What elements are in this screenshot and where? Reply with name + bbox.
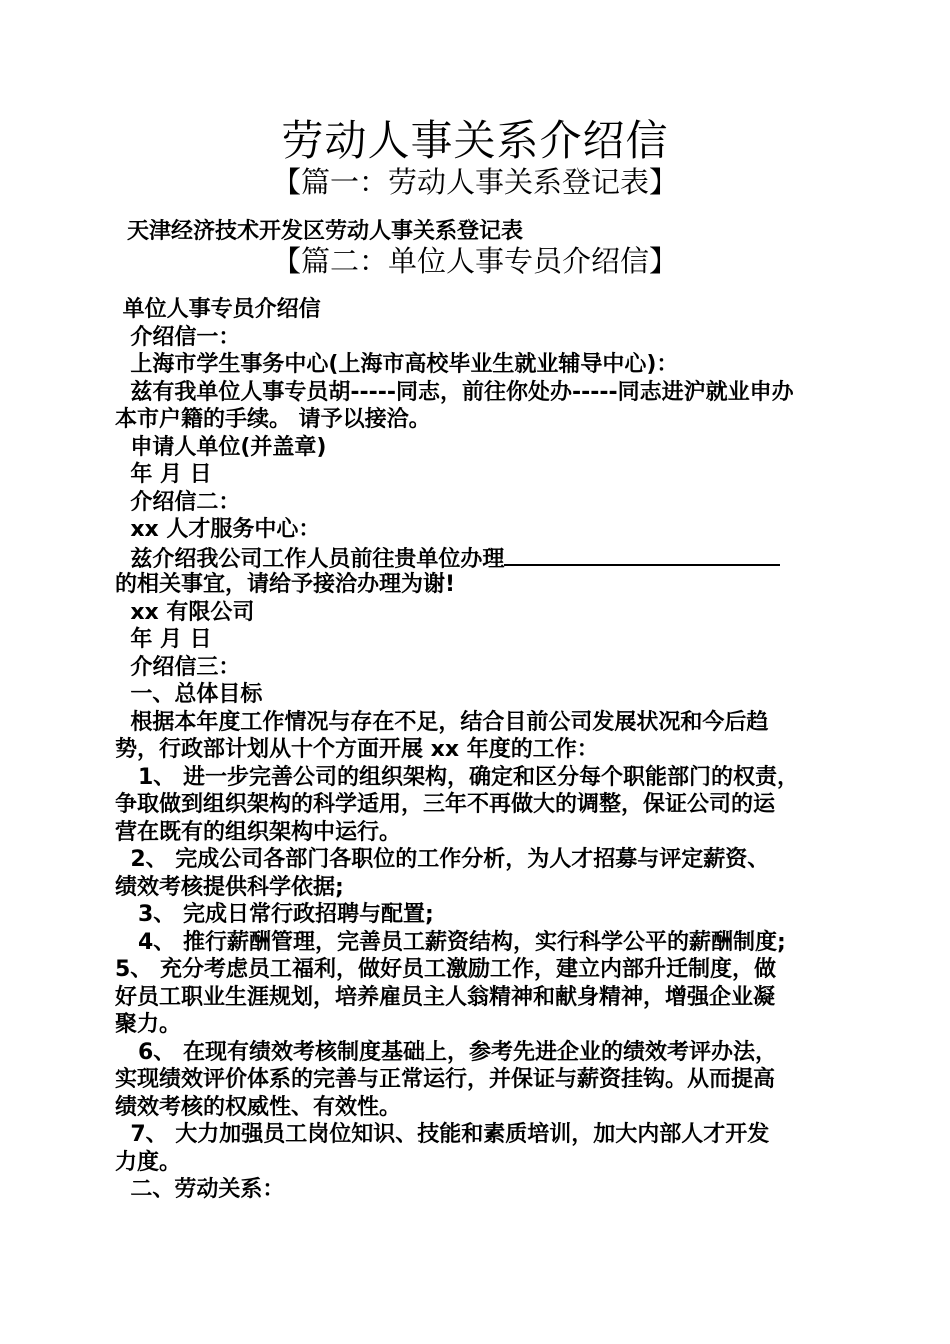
body-line: 4、 推行薪酬管理，完善员工薪资结构，实行科学公平的薪酬制度; [115,930,786,955]
body-line: 的相关事宜，请给予接洽办理为谢! [115,572,456,597]
body-line-text: 兹介绍我公司工作人员前往贵单位办理 [115,547,505,572]
body-line: 力度。 [115,1150,182,1175]
body-line: xx 人才服务中心： [115,517,321,542]
body-line: 绩效考核的权威性、有效性。 [115,1095,402,1120]
body-line: 本市户籍的手续。 请予以接洽。 [115,407,431,432]
body-line: 营在既有的组织架构中运行。 [115,820,402,845]
body-line: 年 月 日 [115,462,212,487]
part2-heading: 【篇二：单位人事专员介绍信】 [271,244,678,278]
body-line: xx 有限公司 [115,600,255,625]
body-line: 2、 完成公司各部门各职位的工作分析，为人才招募与评定薪资、 [115,847,770,872]
body-line: 根据本年度工作情况与存在不足，结合目前公司发展状况和今后趋 [115,710,769,735]
body-line: 介绍信二： [115,490,241,515]
body-line: 兹有我单位人事专员胡-----同志，前往你处办-----同志进沪就业申办 [115,380,794,405]
body-line: 一、总体目标 [115,682,263,707]
body-line: 上海市学生事务中心(上海市高校毕业生就业辅导中心)： [115,352,679,377]
body-line: 5、 充分考虑员工福利，做好员工激励工作，建立内部升迁制度，做 [115,957,776,982]
body-line: 聚力。 [115,1012,182,1037]
body-line: 7、 大力加强员工岗位知识、技能和素质培训，加大内部人才开发 [115,1122,770,1147]
body-line: 好员工职业生涯规划，培养雇员主人翁精神和献身精神，增强企业凝 [115,985,776,1010]
body-line: 二、劳动关系： [115,1177,285,1202]
body-line: 6、 在现有绩效考核制度基础上，参考先进企业的绩效考评办法， [115,1040,777,1065]
body-line: 年 月 日 [115,627,212,652]
body-line: 单位人事专员介绍信 [115,297,321,322]
fill-in-blank [504,544,780,566]
body-line: 介绍信三： [115,655,241,680]
body-line: 实现绩效评价体系的完善与正常运行，并保证与薪资挂钩。从而提高 [115,1067,776,1092]
part1-body: 天津经济技术开发区劳动人事关系登记表 [127,219,524,244]
body-line: 绩效考核提供科学依据; [115,875,344,900]
body-line: 争取做到组织架构的科学适用，三年不再做大的调整，保证公司的运 [115,792,776,817]
body-line: 势，行政部计划从十个方面开展 xx 年度的工作： [115,737,599,762]
body-line: 介绍信一： [115,325,241,350]
body-line: 3、 完成日常行政招聘与配置; [115,902,434,927]
part1-heading: 【篇一：劳动人事关系登记表】 [271,165,678,199]
document-title: 劳动人事关系介绍信 [281,116,669,165]
body-line [115,544,835,573]
body-line: 1、 进一步完善公司的组织架构，确定和区分每个职能部门的权责， [115,765,799,790]
body-line: 申请人单位(并盖章) [115,435,327,460]
